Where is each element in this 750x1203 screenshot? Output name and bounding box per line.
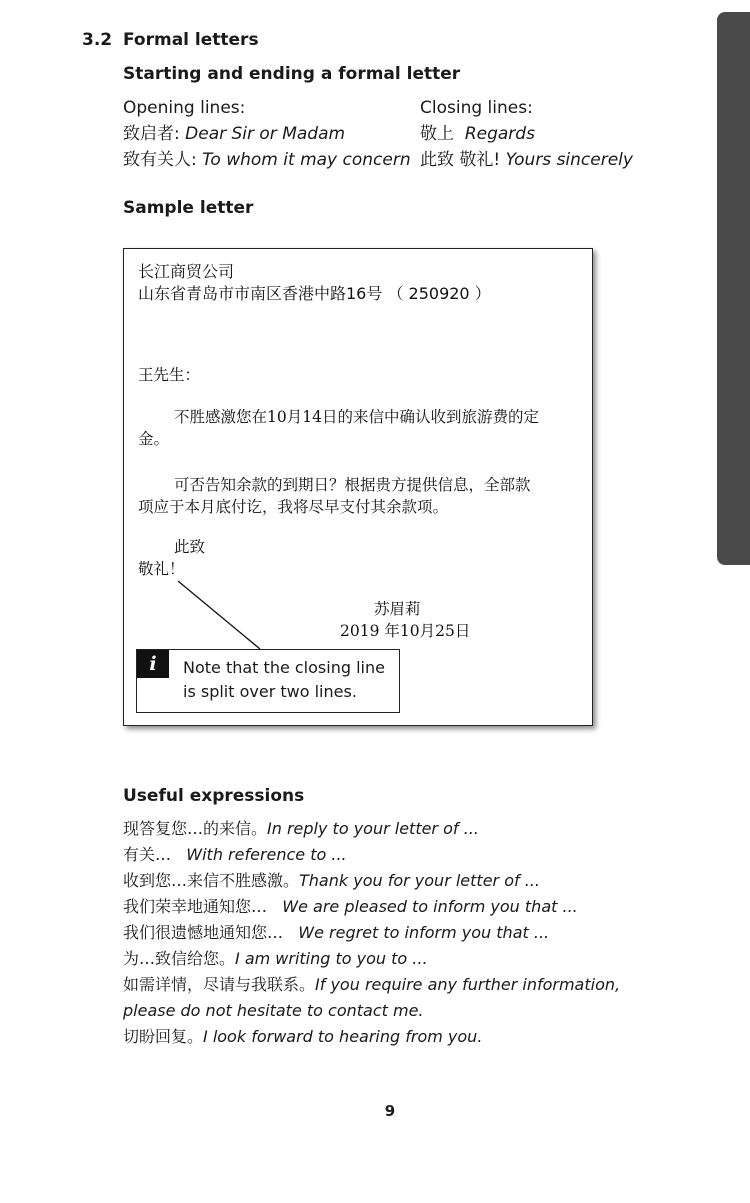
letter-company: 长江商贸公司 [138,262,235,281]
heading-useful-expressions: Useful expressions [123,786,305,806]
list-item: 如需详情，尽请与我联系。If you require any further information, [123,975,621,994]
opening-en-2: To whom it may concern [202,150,411,170]
letter-para2-line2: 项应于本月底付讫，我将尽早支付其余款项。 [138,498,449,516]
letter-close-2: 敬礼！ [138,560,185,578]
letter-date: 2019 年10月25日 [340,622,471,640]
sample-letter [123,248,593,726]
note-line-1: Note that the closing line [183,658,385,677]
letter-para1-line1: 不胜感激您在10月14日的来信中确认收到旅游费的定 [174,408,539,426]
opening-line-1 [123,121,411,147]
list-item: 收到您…来信不胜感激。Thank you for your letter of ... [123,871,540,890]
page-number: 9 [384,1102,396,1120]
opening-label: Opening lines: [123,98,246,118]
list-item: 切盼回复。I look forward to hearing from you. [123,1027,483,1046]
note-line-2: is split over two lines. [183,682,357,701]
closing-line-1 [420,121,633,147]
letter-para1-line2: 金。 [138,430,170,448]
closing-en-2: Yours sincerely [505,150,633,170]
heading-start-end: Starting and ending a formal letter [123,64,461,84]
list-item: 我们荣幸地通知您… We are pleased to inform you that ... [123,897,578,916]
list-item: 有关… With reference to ... [123,845,347,864]
opening-lines [123,95,411,173]
letter-address: 山东省青岛市市南区香港中路16号 （ 250920 ） [138,284,491,303]
closing-zh-2: 此致 敬礼! [420,150,501,170]
opening-line-2 [123,147,411,173]
closing-line-2 [420,147,633,173]
letter-signature: 苏眉莉 [374,600,421,618]
letter-close-1: 此致 [174,538,206,556]
list-item: 现答复您…的来信。In reply to your letter of ... [123,819,479,838]
info-icon: i [137,650,169,678]
note-box [136,649,400,713]
closing-en-1: Regards [464,124,535,144]
list-item: 我们很遗憾地通知您… We regret to inform you that ... [123,923,550,942]
opening-zh-1: 致启者: [123,124,180,144]
closing-lines [420,95,633,173]
section-number: 3.2 [82,30,113,50]
note-text [183,656,385,704]
closing-label: Closing lines: [420,98,533,118]
letter-greeting: 王先生： [138,366,201,384]
chapter-tab [717,12,750,565]
section-title: Formal letters [123,30,259,50]
letter-para2-line1: 可否告知余款的到期日？根据贵方提供信息，全部款 [174,476,531,494]
closing-zh-1: 敬上 [420,124,454,144]
opening-zh-2: 致有关人: [123,150,197,170]
list-item: 为…致信给您。I am writing to you to ... [123,949,428,968]
list-item: please do not hesitate to contact me. [123,1001,424,1020]
heading-sample-letter: Sample letter [123,198,254,218]
opening-en-1: Dear Sir or Madam [185,124,346,144]
expressions-list [123,816,620,1050]
